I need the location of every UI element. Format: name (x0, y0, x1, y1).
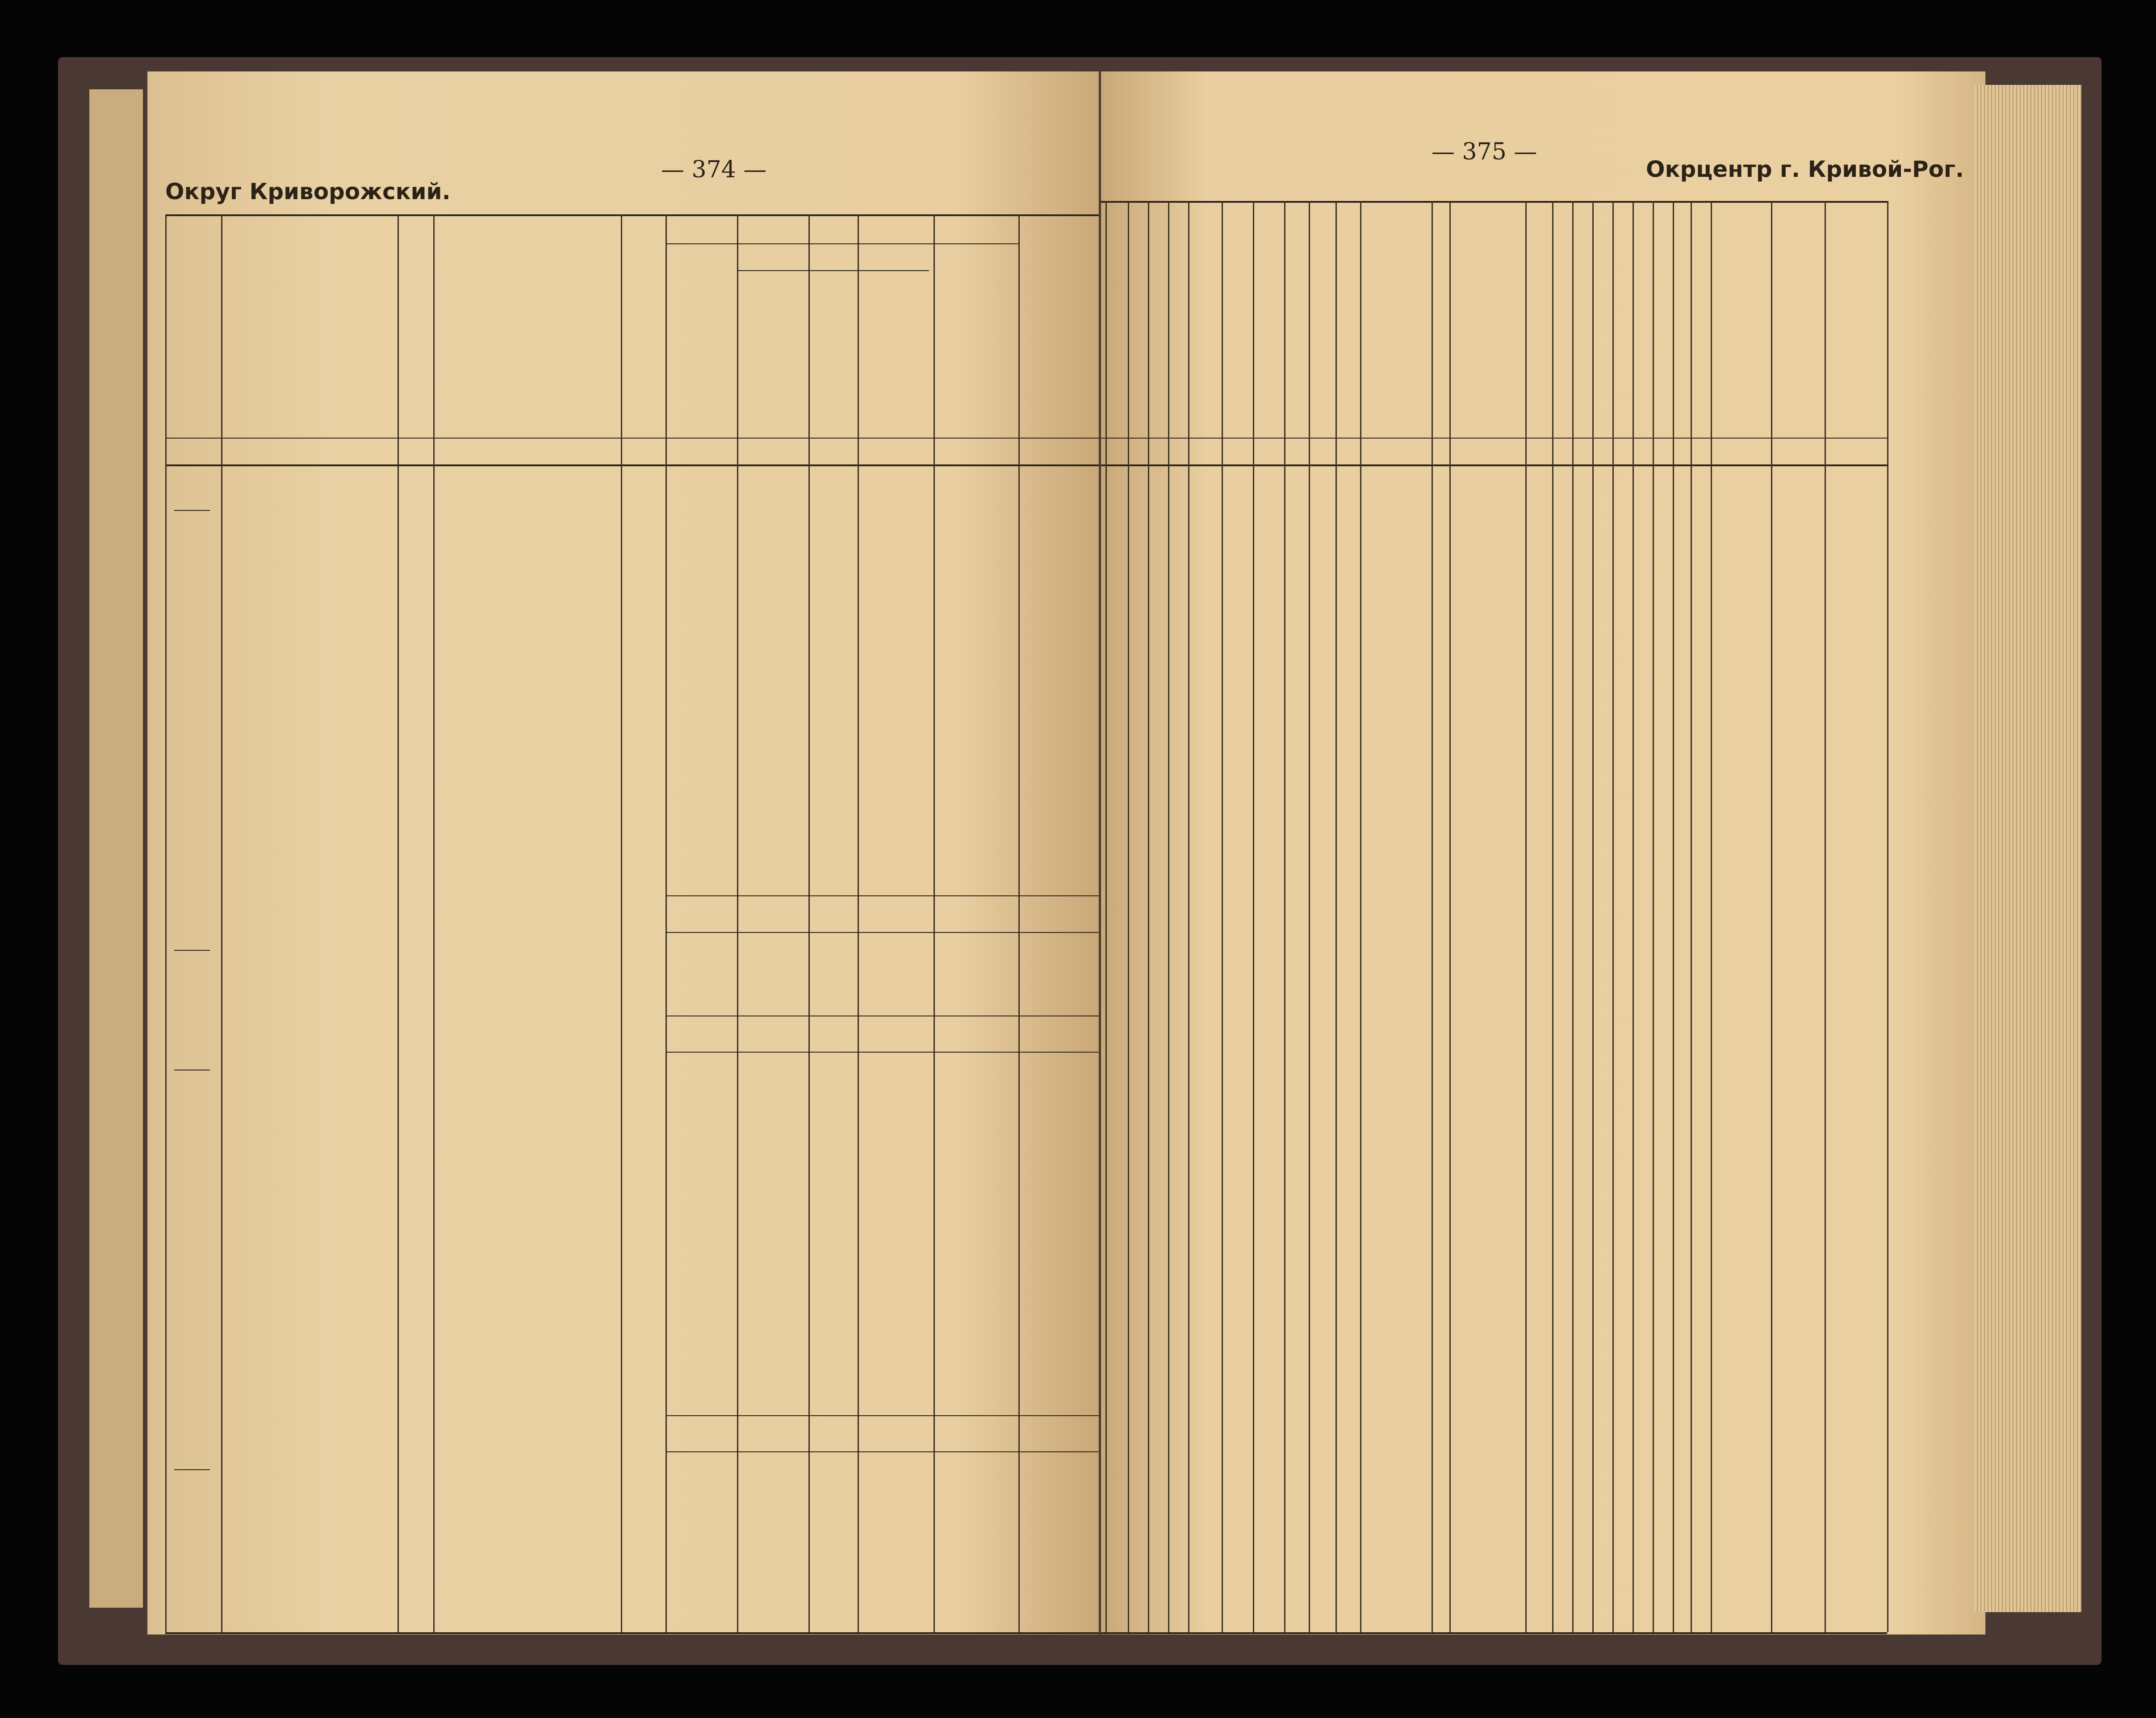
right-header-rule (1101, 438, 1887, 439)
total-rule (666, 1415, 1099, 1416)
right-running-head: Окрцентр г. Кривой-Рог. (1646, 156, 1964, 182)
left-table-bottom-rule (165, 1632, 1099, 1634)
left-header-rule (165, 438, 1099, 439)
left-col-divider (1018, 214, 1020, 1632)
header-c13 (1130, 255, 1146, 433)
right-col-divider (1335, 201, 1337, 1632)
header-c25 (1554, 304, 1570, 433)
right-col-divider (1825, 201, 1826, 1632)
header-c32 (1692, 255, 1709, 433)
left-page (147, 71, 1099, 1634)
header-c14 (1150, 255, 1166, 433)
left-col-divider (221, 214, 222, 1632)
header-c28 (1614, 255, 1631, 433)
right-col-divider (1887, 201, 1888, 1632)
header-women (817, 281, 844, 429)
right-colnum-rule (1101, 464, 1887, 466)
right-col-divider (1360, 201, 1361, 1632)
header-c21 (1337, 255, 1358, 433)
header-c34 (1773, 241, 1823, 433)
left-col-divider (934, 214, 935, 1632)
left-col-divider (858, 214, 859, 1632)
right-col-divider (1449, 201, 1451, 1632)
header-c27 (1594, 255, 1611, 433)
left-col-divider (398, 214, 399, 1632)
header-both (880, 281, 907, 429)
left-colnum-rule (165, 464, 1099, 466)
page-edges-right (1974, 85, 2081, 1612)
header-c12 (1107, 255, 1126, 433)
right-page-number: — 375 — (1432, 138, 1537, 165)
header-c18 (1255, 255, 1282, 433)
left-table-top-rule (165, 214, 1099, 216)
left-col-divider (433, 214, 435, 1632)
right-col-divider (1653, 201, 1654, 1632)
council-number-rule (174, 510, 210, 511)
header-c31 (1675, 255, 1689, 433)
total-rule (666, 895, 1099, 896)
right-col-divider (1525, 201, 1527, 1632)
header-c19 (1286, 255, 1307, 433)
header-households (688, 277, 715, 429)
council-number-rule (174, 950, 210, 951)
header-c23 (1433, 241, 1448, 433)
left-col-divider (808, 214, 810, 1632)
header-settlement-kind (630, 232, 657, 429)
header-c24 (1451, 241, 1524, 433)
council-number-rule (174, 1469, 210, 1470)
right-col-divider (1432, 201, 1433, 1632)
left-running-head: Округ Криворожский. (165, 179, 451, 205)
right-col-divider (1633, 201, 1634, 1632)
right-col-divider (1771, 201, 1772, 1632)
right-table-bottom-rule (1101, 1632, 1887, 1634)
right-col-divider (1673, 201, 1674, 1632)
page-edges-left (89, 89, 143, 1608)
left-col-divider (737, 214, 738, 1632)
right-col-divider (1148, 201, 1149, 1632)
header-population-rule (737, 270, 929, 271)
right-page (1101, 71, 1985, 1634)
right-col-divider (1592, 201, 1594, 1632)
right-col-divider (1222, 201, 1223, 1632)
right-col-divider (1691, 201, 1692, 1632)
right-col-divider (1572, 201, 1574, 1632)
header-land (951, 241, 992, 429)
header-c33 (1712, 241, 1769, 433)
right-col-divider (1168, 201, 1169, 1632)
right-col-divider (1105, 201, 1107, 1632)
total-rule (666, 932, 1099, 933)
right-col-divider (1128, 201, 1129, 1632)
left-col-divider (666, 214, 667, 1632)
right-col-divider (1284, 201, 1285, 1632)
header-place-number (402, 223, 429, 429)
header-nationality (1032, 241, 1072, 429)
header-c26 (1574, 304, 1591, 433)
total-rule (666, 1451, 1099, 1452)
right-col-divider (1188, 201, 1189, 1632)
right-col-divider (1253, 201, 1254, 1632)
header-c29 (1634, 255, 1651, 433)
left-page-number: — 374 — (661, 156, 767, 183)
left-col-divider (165, 214, 167, 1632)
header-c20 (1310, 255, 1334, 433)
header-c35 (1826, 241, 1885, 433)
header-c16 (1190, 255, 1220, 433)
right-col-divider (1612, 201, 1614, 1632)
header-c15 (1170, 255, 1186, 433)
header-council-number (179, 223, 214, 429)
right-col-divider (1309, 201, 1310, 1632)
header-c17 (1223, 255, 1251, 433)
header-c22 (1362, 241, 1430, 433)
header-c30 (1654, 255, 1671, 433)
right-col-divider (1552, 201, 1553, 1632)
right-table-top-rule (1101, 201, 1887, 203)
header-men (759, 281, 786, 429)
total-rule (666, 1052, 1099, 1053)
right-col-divider (1711, 201, 1712, 1632)
left-col-divider (621, 214, 622, 1632)
